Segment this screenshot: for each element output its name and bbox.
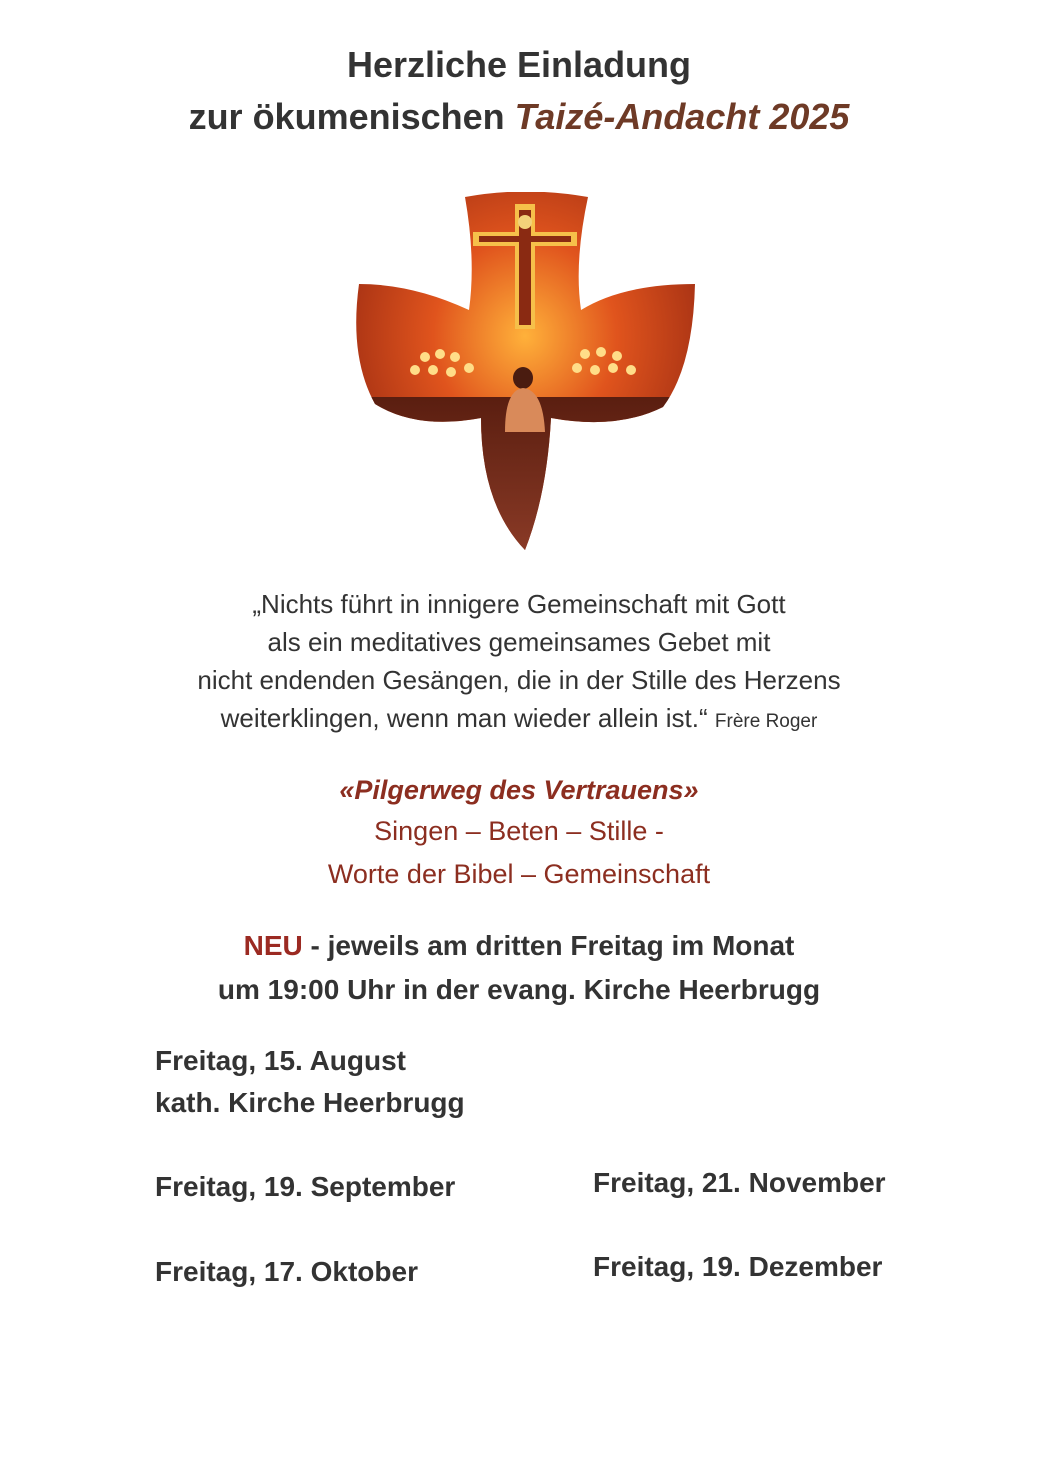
announcement-line-2: um 19:00 Uhr in der evang. Kirche Heerbrugg: [217, 974, 821, 1005]
title-accent: Taizé-Andacht 2025: [514, 96, 850, 137]
announcement-line-1-rest: - jeweils am dritten Freitag im Monat: [302, 930, 795, 961]
title-line-2: [0, 96, 1038, 138]
quote-author: Frère Roger: [714, 711, 818, 732]
motto-heading: «Pilgerweg des Vertrauens»: [339, 775, 699, 805]
quote-line: nicht endenden Gesängen, die in der Stille des Herzens: [197, 665, 841, 695]
date-december: Freitag, 19. Dezember: [593, 1251, 883, 1282]
new-label: NEU: [243, 930, 303, 961]
announcement: [0, 924, 1038, 1012]
location-special: kath. Kirche Heerbrugg: [155, 1087, 465, 1118]
date-november: Freitag, 21. November: [593, 1167, 886, 1198]
quote: [0, 585, 1038, 741]
date-special: Freitag, 15. August: [155, 1045, 407, 1076]
motto-line-2: Worte der Bibel – Gemeinschaft: [327, 859, 711, 889]
quote-line: als ein meditatives gemeinsames Gebet mit: [267, 627, 771, 657]
title-line-1: Herzliche Einladung: [346, 44, 692, 85]
title-prefix: zur ökumenischen: [188, 96, 515, 137]
quote-line: [0, 699, 1038, 741]
motto: [0, 770, 1038, 896]
announcement-line-1: [0, 924, 1038, 968]
date-october: Freitag, 17. Oktober: [155, 1256, 418, 1287]
quote-line-text: weiterklingen, wenn man wieder allein ist.“: [220, 703, 708, 733]
taize-dove-cross-icon: [355, 192, 695, 552]
motto-line-1: Singen – Beten – Stille -: [374, 816, 664, 846]
quote-line: „Nichts führt in innigere Gemeinschaft mit Gott: [252, 589, 786, 619]
date-september: Freitag, 19. September: [155, 1171, 456, 1202]
